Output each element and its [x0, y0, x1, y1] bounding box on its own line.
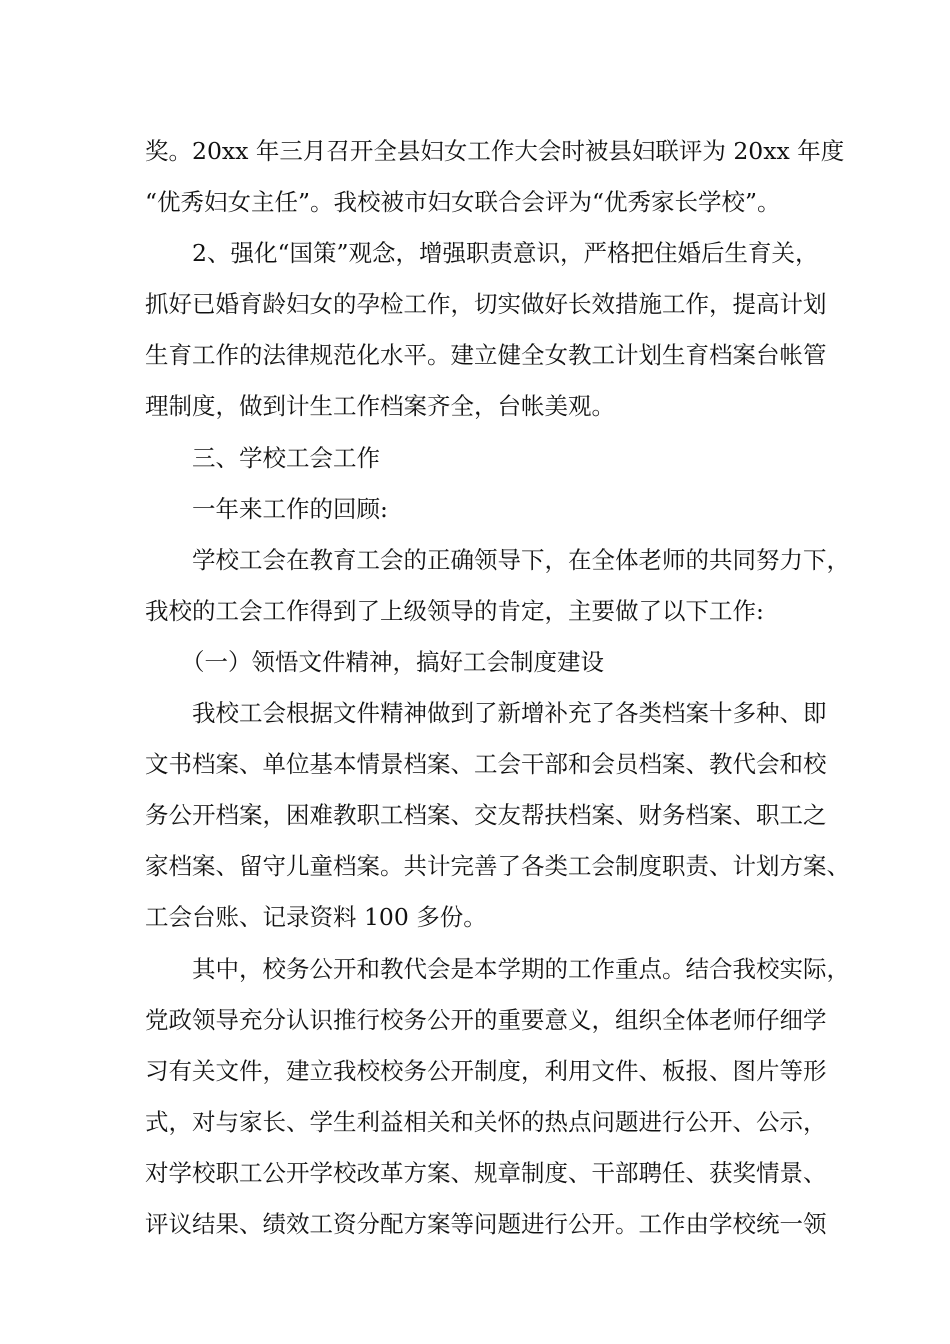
text-line: 式，对与家长、学生利益相关和关怀的热点问题进行公开、公示， — [145, 1107, 827, 1136]
text-line: 习有关文件，建立我校校务公开制度，利用文件、板报、图片等形 — [145, 1056, 827, 1085]
text-line: 我校的工会工作得到了上级领导的肯定，主要做了以下工作: — [145, 596, 764, 625]
subheading: 一年来工作的回顾: — [192, 494, 388, 523]
text-line: 抓好已婚育龄妇女的孕检工作，切实做好长效措施工作，提高计划 — [145, 290, 827, 319]
text-line: 对学校职工公开学校改革方案、规章制度、干部聘任、获奖情景、 — [145, 1158, 827, 1187]
paragraph-start: 我校工会根据文件精神做到了新增补充了各类档案十多种、即 — [192, 699, 827, 728]
text-line: 评议结果、绩效工资分配方案等问题进行公开。工作由学校统一领 — [145, 1209, 827, 1238]
text-line: 文书档案、单位基本情景档案、工会干部和会员档案、教代会和校 — [145, 750, 827, 779]
text-line: 家档案、留守儿童档案。共计完善了各类工会制度职责、计划方案、 — [145, 852, 850, 881]
paragraph-start: 其中，校务公开和教代会是本学期的工作重点。结合我校实际， — [192, 954, 850, 983]
document-body — [145, 126, 850, 1250]
text-line: 工会台账、记录资料 100 多份。 — [145, 903, 487, 932]
text-line: 生育工作的法律规范化水平。建立健全女教工计划生育档案台帐管 — [145, 341, 827, 370]
text-line: “优秀妇女主任”。我校被市妇女联合会评为“优秀家长学校”。 — [145, 188, 781, 217]
paragraph-start: 学校工会在教育工会的正确领导下，在全体老师的共同努力下， — [192, 545, 850, 574]
subsection-heading: （一）领悟文件精神，搞好工会制度建设 — [181, 647, 604, 676]
paragraph-start: 2、强化“国策”观念，增强职责意识，严格把住婚后生育关， — [192, 239, 819, 268]
text-line: 理制度，做到计生工作档案齐全，台帐美观。 — [145, 392, 615, 421]
text-line: 奖。20xx 年三月召开全县妇女工作大会时被县妇联评为 20xx 年度 — [145, 137, 845, 165]
text-line: 务公开档案，困难教职工档案、交友帮扶档案、财务档案、职工之 — [145, 801, 827, 830]
text-line: 党政领导充分认识推行校务公开的重要意义，组织全体老师仔细学 — [145, 1005, 827, 1034]
section-heading: 三、学校工会工作 — [192, 443, 380, 472]
